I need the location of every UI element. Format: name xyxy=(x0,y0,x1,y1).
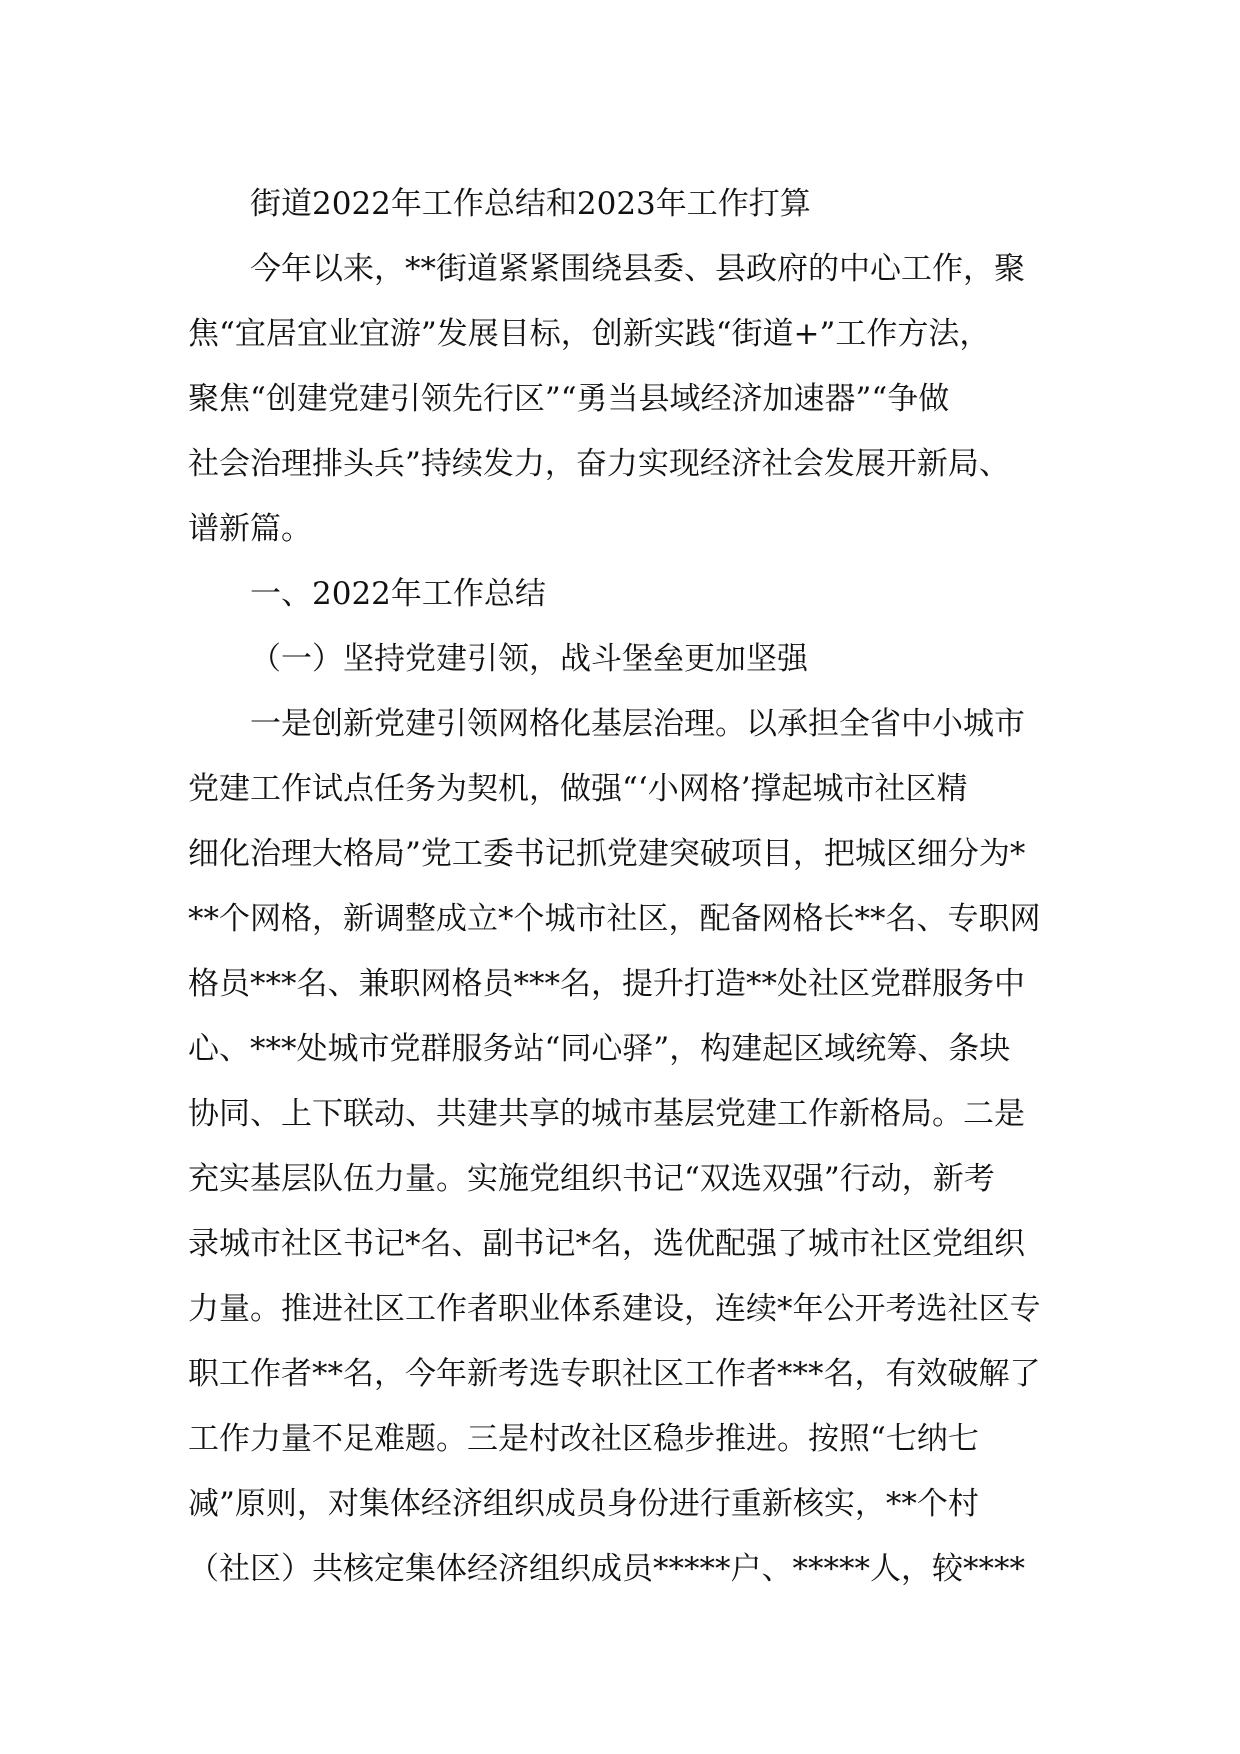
body-line: 协同、上下联动、共建共享的城市基层党建工作新格局。二是 xyxy=(188,1096,1025,1132)
intro-line: 聚焦“创建党建引领先行区”“勇当县域经济加速器”“争做 xyxy=(188,381,950,417)
intro-line: 焦“宜居宜业宜游”发展目标，创新实践“街道+”工作方法， xyxy=(188,316,991,352)
body-line: 格员***名、兼职网格员***名，提升打造**处社区党群服务中 xyxy=(188,966,1025,1002)
section-heading: 一、2022年工作总结 xyxy=(250,576,546,612)
body-line: 一是创新党建引领网格化基层治理。以承担全省中小城市 xyxy=(250,706,1025,742)
subsection-heading: （一）坚持党建引领，战斗堡垒更加坚强 xyxy=(250,641,808,677)
body-line: 充实基层队伍力量。实施党组织书记“双选双强”行动，新考 xyxy=(188,1161,995,1197)
body-line: 力量。推进社区工作者职业体系建设，连续*年公开考选社区专 xyxy=(188,1291,1041,1327)
intro-paragraph xyxy=(188,237,1054,562)
intro-line: 社会治理排头兵”持续发力，奋力实现经济社会发展开新局、 xyxy=(188,446,1010,482)
document-page xyxy=(188,172,1054,1602)
body-line: 职工作者**名，今年新考选专职社区工作者***名，有效破解了 xyxy=(188,1356,1041,1392)
intro-line: 谱新篇。 xyxy=(188,511,312,547)
intro-line: 今年以来，**街道紧紧围绕县委、县政府的中心工作，聚 xyxy=(250,251,1025,287)
body-line: 党建工作试点任务为契机，做强“‘小网格’撑起城市社区精 xyxy=(188,771,968,807)
body-paragraph xyxy=(188,692,1054,1602)
document-title: 街道2022年工作总结和2023年工作打算 xyxy=(250,186,811,222)
body-line: **个网格，新调整成立*个城市社区，配备网格长**名、专职网 xyxy=(188,901,1041,937)
body-line: （社区）共核定集体经济组织成员*****户、*****人，较**** xyxy=(188,1551,1025,1587)
body-line: 细化治理大格局”党工委书记抓党建突破项目，把城区细分为* xyxy=(188,836,1026,872)
body-line: 心、***处城市党群服务站“同心驿”，构建起区域统筹、条块 xyxy=(188,1031,1011,1067)
body-line: 录城市社区书记*名、副书记*名，选优配强了城市社区党组织 xyxy=(188,1226,1025,1262)
body-line: 减”原则，对集体经济组织成员身份进行重新核实，**个村 xyxy=(188,1486,979,1522)
body-line: 工作力量不足难题。三是村改社区稳步推进。按照“七纳七 xyxy=(188,1421,979,1457)
